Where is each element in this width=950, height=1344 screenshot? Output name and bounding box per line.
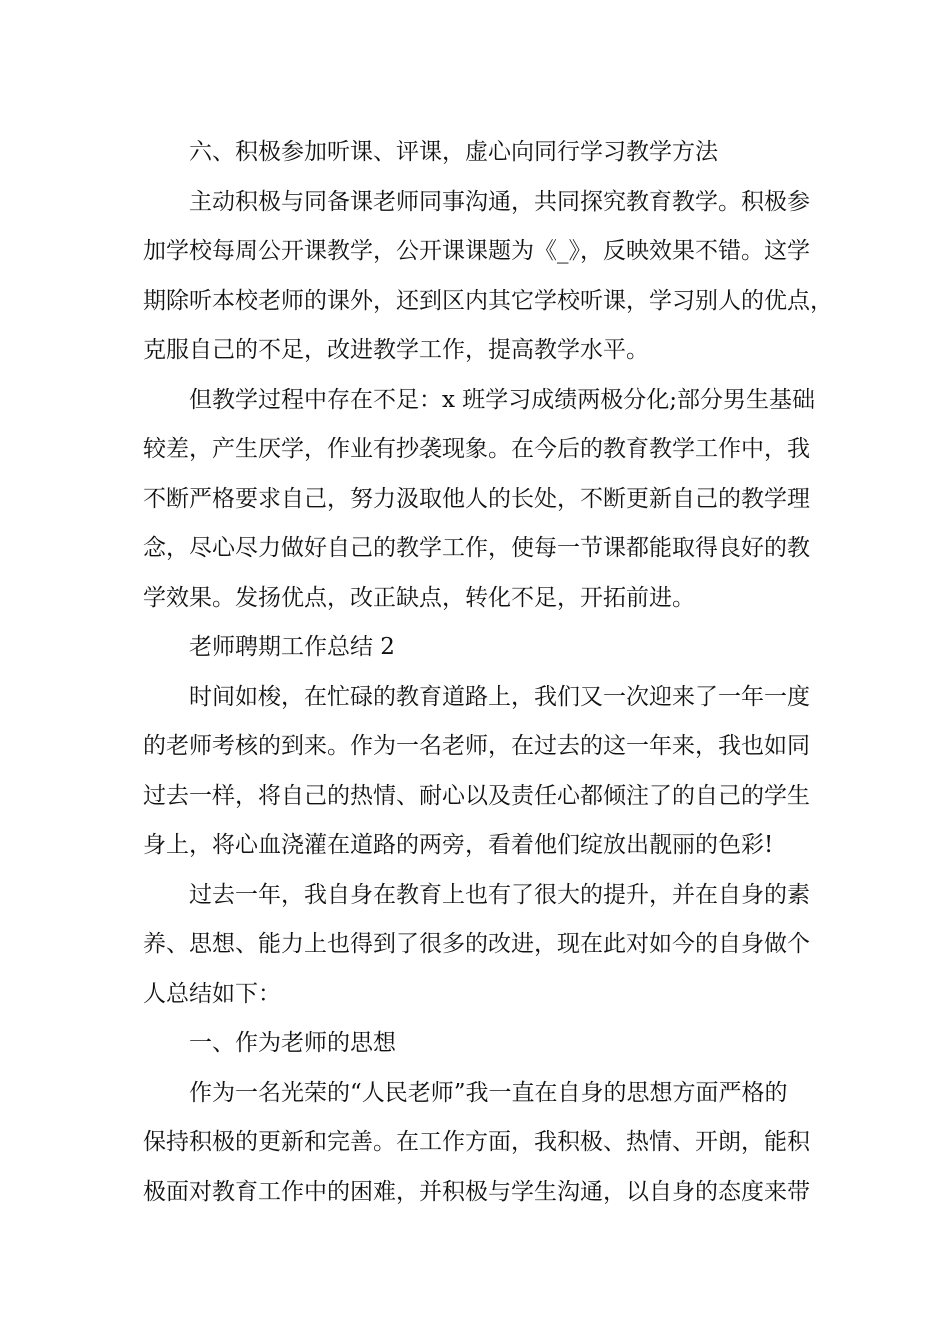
- paragraph-line: 主动积极与同备课老师同事沟通，共同探究教育教学。积极参: [189, 188, 810, 215]
- paragraph-line: 保持积极的更新和完善。在工作方面，我积极、热情、开朗，能积: [143, 1129, 810, 1155]
- paragraph-line: 较差，产生厌学，作业有抄袭现象。在今后的教育教学工作中，我: [143, 436, 810, 462]
- paragraph-line: 的老师考核的到来。作为一名老师，在过去的这一年来，我也如同: [143, 733, 810, 759]
- paragraph-line: 克服自己的不足，改进教学工作，提高教学水平。: [143, 337, 649, 363]
- paragraph-line: 不断严格要求自己，努力汲取他人的长处，不断更新自己的教学理: [143, 485, 810, 512]
- paragraph-line: 人总结如下：: [143, 980, 281, 1007]
- paragraph-line: 养、思想、能力上也得到了很多的改进，现在此对如今的自身做个: [143, 931, 810, 957]
- paragraph-line: 学效果。发扬优点，改正缺点，转化不足，开拓前进。: [143, 584, 695, 611]
- paragraph-line: 极面对教育工作中的困难，并积极与学生沟通，以自身的态度来带: [143, 1178, 810, 1205]
- paragraph-line: 但教学过程中存在不足：x 班学习成绩两极分化;部分男生基础: [189, 386, 816, 413]
- paragraph-line: 念，尽心尽力做好自己的教学工作，使每一节课都能取得良好的教: [143, 535, 810, 561]
- document-body: [143, 128, 833, 1217]
- document-subtitle: 老师聘期工作总结 2: [189, 634, 395, 660]
- paragraph-line: 过去一样，将自己的热情、耐心以及责任心都倾注了的自己的学生: [143, 782, 810, 809]
- paragraph-line: 期除听本校老师的课外，还到区内其它学校听课，学习别人的优点，: [143, 287, 833, 314]
- paragraph-line: 身上，将心血浇灌在道路的两旁，看着他们绽放出靓丽的色彩!: [143, 832, 774, 858]
- paragraph-line: 时间如梭，在忙碌的教育道路上，我们又一次迎来了一年一度: [189, 683, 810, 710]
- paragraph-line: 作为一名光荣的“人民老师”我一直在自身的思想方面严格的: [189, 1079, 788, 1106]
- section-heading-six: 六、积极参加听课、评课，虚心向同行学习教学方法: [189, 139, 718, 165]
- section-heading-one: 一、作为老师的思想: [189, 1030, 396, 1056]
- paragraph-line: 过去一年，我自身在教育上也有了很大的提升，并在自身的素: [189, 881, 810, 908]
- paragraph-line: 加学校每周公开课教学，公开课课题为《_》，反映效果不错。这学: [143, 238, 810, 264]
